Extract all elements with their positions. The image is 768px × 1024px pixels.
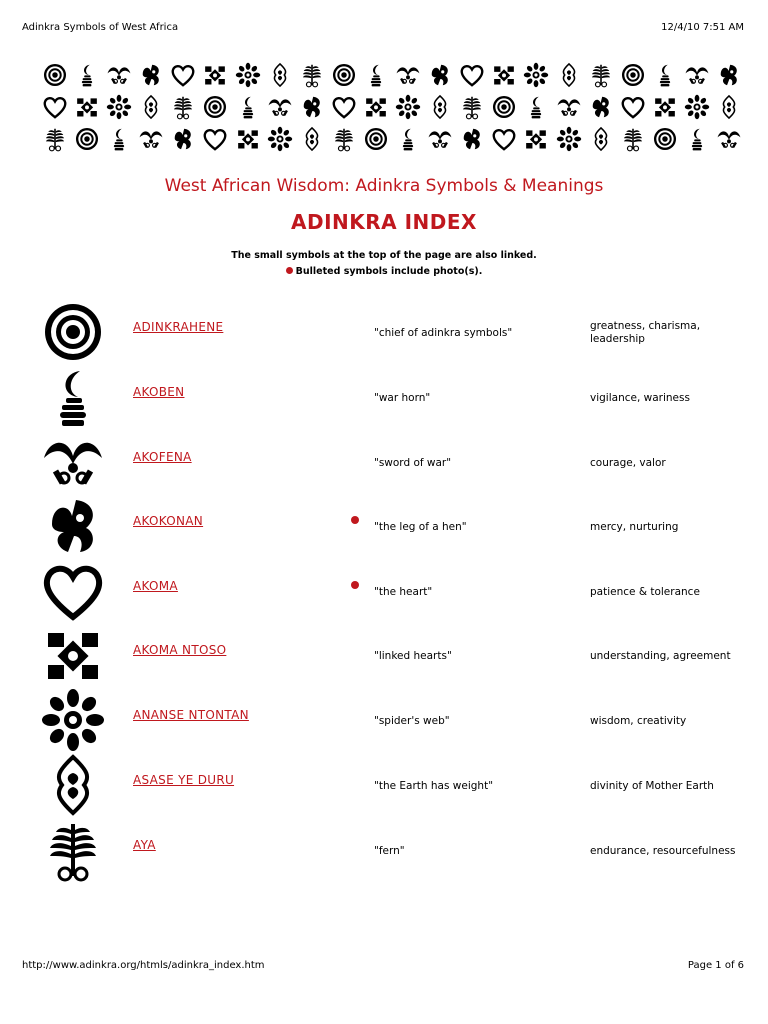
crossed-swords-mini-icon[interactable] — [267, 94, 293, 120]
war-horn-mini-icon[interactable] — [363, 62, 389, 88]
heart-mini-icon[interactable] — [170, 62, 196, 88]
symbol-literal-translation: "sword of war" — [374, 457, 452, 469]
fern-mini-icon[interactable] — [620, 126, 646, 152]
linked-hearts-mini-icon[interactable] — [363, 94, 389, 120]
spider-web-icon[interactable] — [40, 688, 106, 752]
symbol-literal-translation: "the Earth has weight" — [374, 780, 494, 792]
crossed-swords-mini-icon[interactable] — [716, 126, 742, 152]
symbol-literal-translation: "chief of adinkra symbols" — [374, 327, 513, 339]
symbol-meaning: greatness, charisma, leadership — [590, 320, 701, 345]
war-horn-mini-icon[interactable] — [652, 62, 678, 88]
photo-bullet-icon — [351, 516, 359, 524]
crossed-swords-mini-icon[interactable] — [556, 94, 582, 120]
symbol-entry-row — [0, 365, 768, 427]
hen-leg-mini-icon[interactable] — [716, 62, 742, 88]
symbol-meaning: divinity of Mother Earth — [590, 780, 714, 792]
war-horn-mini-icon[interactable] — [684, 126, 710, 152]
fern-mini-icon[interactable] — [299, 62, 325, 88]
symbol-meaning: endurance, resourcefulness — [590, 845, 736, 857]
war-horn-mini-icon[interactable] — [235, 94, 261, 120]
symbol-entry-row — [0, 818, 768, 880]
symbol-meaning: mercy, nurturing — [590, 521, 679, 533]
symbol-entry-row — [0, 494, 768, 556]
heart-mini-icon[interactable] — [491, 126, 517, 152]
symbol-name-link[interactable]: AKOKONAN — [133, 514, 204, 528]
hen-leg-icon[interactable] — [40, 494, 106, 558]
concentric-circles-mini-icon[interactable] — [331, 62, 357, 88]
symbol-name-link[interactable]: AYA — [133, 838, 156, 852]
symbol-name-link[interactable]: AKOFENA — [133, 450, 192, 464]
hen-leg-mini-icon[interactable] — [170, 126, 196, 152]
footer-page-number: Page 1 of 6 — [687, 960, 744, 971]
heart-mini-icon[interactable] — [202, 126, 228, 152]
symbol-meaning: understanding, agreement — [590, 650, 731, 662]
note-linked: The small symbols at the top of the page are also linked. — [231, 250, 537, 261]
concentric-circles-mini-icon[interactable] — [652, 126, 678, 152]
concentric-circles-mini-icon[interactable] — [363, 126, 389, 152]
symbol-literal-translation: "linked hearts" — [374, 650, 452, 662]
war-horn-icon[interactable] — [40, 365, 106, 429]
earth-mini-icon[interactable] — [556, 62, 582, 88]
earth-icon[interactable] — [40, 753, 106, 817]
linked-hearts-mini-icon[interactable] — [491, 62, 517, 88]
symbol-name-link[interactable]: AKOMA NTOSO — [133, 643, 227, 657]
symbol-entry-row — [0, 753, 768, 815]
symbol-literal-translation: "war horn" — [374, 392, 431, 404]
crossed-swords-mini-icon[interactable] — [395, 62, 421, 88]
spider-web-mini-icon[interactable] — [523, 62, 549, 88]
concentric-circles-icon[interactable] — [40, 300, 106, 364]
linked-hearts-mini-icon[interactable] — [652, 94, 678, 120]
symbol-literal-translation: "the heart" — [374, 586, 433, 598]
spider-web-mini-icon[interactable] — [267, 126, 293, 152]
symbol-entry-row — [0, 559, 768, 621]
fern-mini-icon[interactable] — [459, 94, 485, 120]
war-horn-mini-icon[interactable] — [106, 126, 132, 152]
crossed-swords-mini-icon[interactable] — [106, 62, 132, 88]
browser-header-timestamp: 12/4/10 7:51 AM — [661, 22, 744, 33]
symbol-meaning: wisdom, creativity — [590, 715, 687, 727]
linked-hearts-mini-icon[interactable] — [202, 62, 228, 88]
earth-mini-icon[interactable] — [716, 94, 742, 120]
symbol-meaning: patience & tolerance — [590, 586, 700, 598]
fern-mini-icon[interactable] — [170, 94, 196, 120]
concentric-circles-mini-icon[interactable] — [202, 94, 228, 120]
heart-mini-icon[interactable] — [620, 94, 646, 120]
heart-mini-icon[interactable] — [42, 94, 68, 120]
hen-leg-mini-icon[interactable] — [588, 94, 614, 120]
heart-mini-icon[interactable] — [459, 62, 485, 88]
symbol-strip-row — [42, 60, 742, 90]
concentric-circles-mini-icon[interactable] — [620, 62, 646, 88]
linked-hearts-mini-icon[interactable] — [74, 94, 100, 120]
linked-hearts-mini-icon[interactable] — [523, 126, 549, 152]
symbol-name-link[interactable]: ADINKRAHENE — [133, 320, 224, 334]
crossed-swords-mini-icon[interactable] — [138, 126, 164, 152]
site-title: West African Wisdom: Adinkra Symbols & Meanings — [164, 176, 604, 196]
symbol-name-link[interactable]: ASASE YE DURU — [133, 773, 235, 787]
spider-web-mini-icon[interactable] — [684, 94, 710, 120]
symbol-literal-translation: "spider's web" — [374, 715, 450, 727]
symbol-strip — [42, 60, 742, 156]
browser-header-title: Adinkra Symbols of West Africa — [22, 22, 179, 33]
heart-icon[interactable] — [40, 559, 106, 623]
symbol-literal-translation: "fern" — [374, 845, 405, 857]
symbol-strip-row — [42, 92, 742, 122]
earth-mini-icon[interactable] — [267, 62, 293, 88]
photo-bullet-icon — [351, 581, 359, 589]
crossed-swords-mini-icon[interactable] — [427, 126, 453, 152]
spider-web-mini-icon[interactable] — [235, 62, 261, 88]
index-title: ADINKRA INDEX — [291, 210, 477, 234]
hen-leg-mini-icon[interactable] — [427, 62, 453, 88]
fern-mini-icon[interactable] — [42, 126, 68, 152]
linked-hearts-icon[interactable] — [40, 623, 106, 687]
hen-leg-mini-icon[interactable] — [299, 94, 325, 120]
symbol-literal-translation: "the leg of a hen" — [374, 521, 467, 533]
concentric-circles-mini-icon[interactable] — [74, 126, 100, 152]
spider-web-mini-icon[interactable] — [106, 94, 132, 120]
war-horn-mini-icon[interactable] — [395, 126, 421, 152]
earth-mini-icon[interactable] — [299, 126, 325, 152]
symbol-entry-row — [0, 300, 768, 362]
bullet-dot-icon — [286, 267, 293, 274]
crossed-swords-icon[interactable] — [40, 430, 106, 494]
symbol-entry-row — [0, 623, 768, 685]
note-bulleted — [0, 266, 768, 277]
war-horn-mini-icon[interactable] — [74, 62, 100, 88]
heart-mini-icon[interactable] — [331, 94, 357, 120]
symbol-meaning: courage, valor — [590, 457, 666, 469]
symbol-name-link[interactable]: ANANSE NTONTAN — [133, 708, 249, 722]
earth-mini-icon[interactable] — [427, 94, 453, 120]
symbol-name-link[interactable]: AKOMA — [133, 579, 178, 593]
hen-leg-mini-icon[interactable] — [138, 62, 164, 88]
spider-web-mini-icon[interactable] — [556, 126, 582, 152]
symbol-entry-row — [0, 688, 768, 750]
symbol-name-link[interactable]: AKOBEN — [133, 385, 185, 399]
hen-leg-mini-icon[interactable] — [459, 126, 485, 152]
symbol-entry-row — [0, 430, 768, 492]
linked-hearts-mini-icon[interactable] — [235, 126, 261, 152]
earth-mini-icon[interactable] — [588, 126, 614, 152]
fern-icon[interactable] — [40, 818, 106, 882]
fern-mini-icon[interactable] — [331, 126, 357, 152]
fern-mini-icon[interactable] — [588, 62, 614, 88]
crossed-swords-mini-icon[interactable] — [684, 62, 710, 88]
symbol-strip-row — [42, 124, 742, 154]
earth-mini-icon[interactable] — [138, 94, 164, 120]
concentric-circles-mini-icon[interactable] — [42, 62, 68, 88]
concentric-circles-mini-icon[interactable] — [491, 94, 517, 120]
war-horn-mini-icon[interactable] — [523, 94, 549, 120]
spider-web-mini-icon[interactable] — [395, 94, 421, 120]
symbol-meaning: vigilance, wariness — [590, 392, 690, 404]
note-bulleted-text: Bulleted symbols include photo(s). — [295, 266, 483, 277]
footer-url: http://www.adinkra.org/htmls/adinkra_index.htm — [22, 960, 265, 971]
